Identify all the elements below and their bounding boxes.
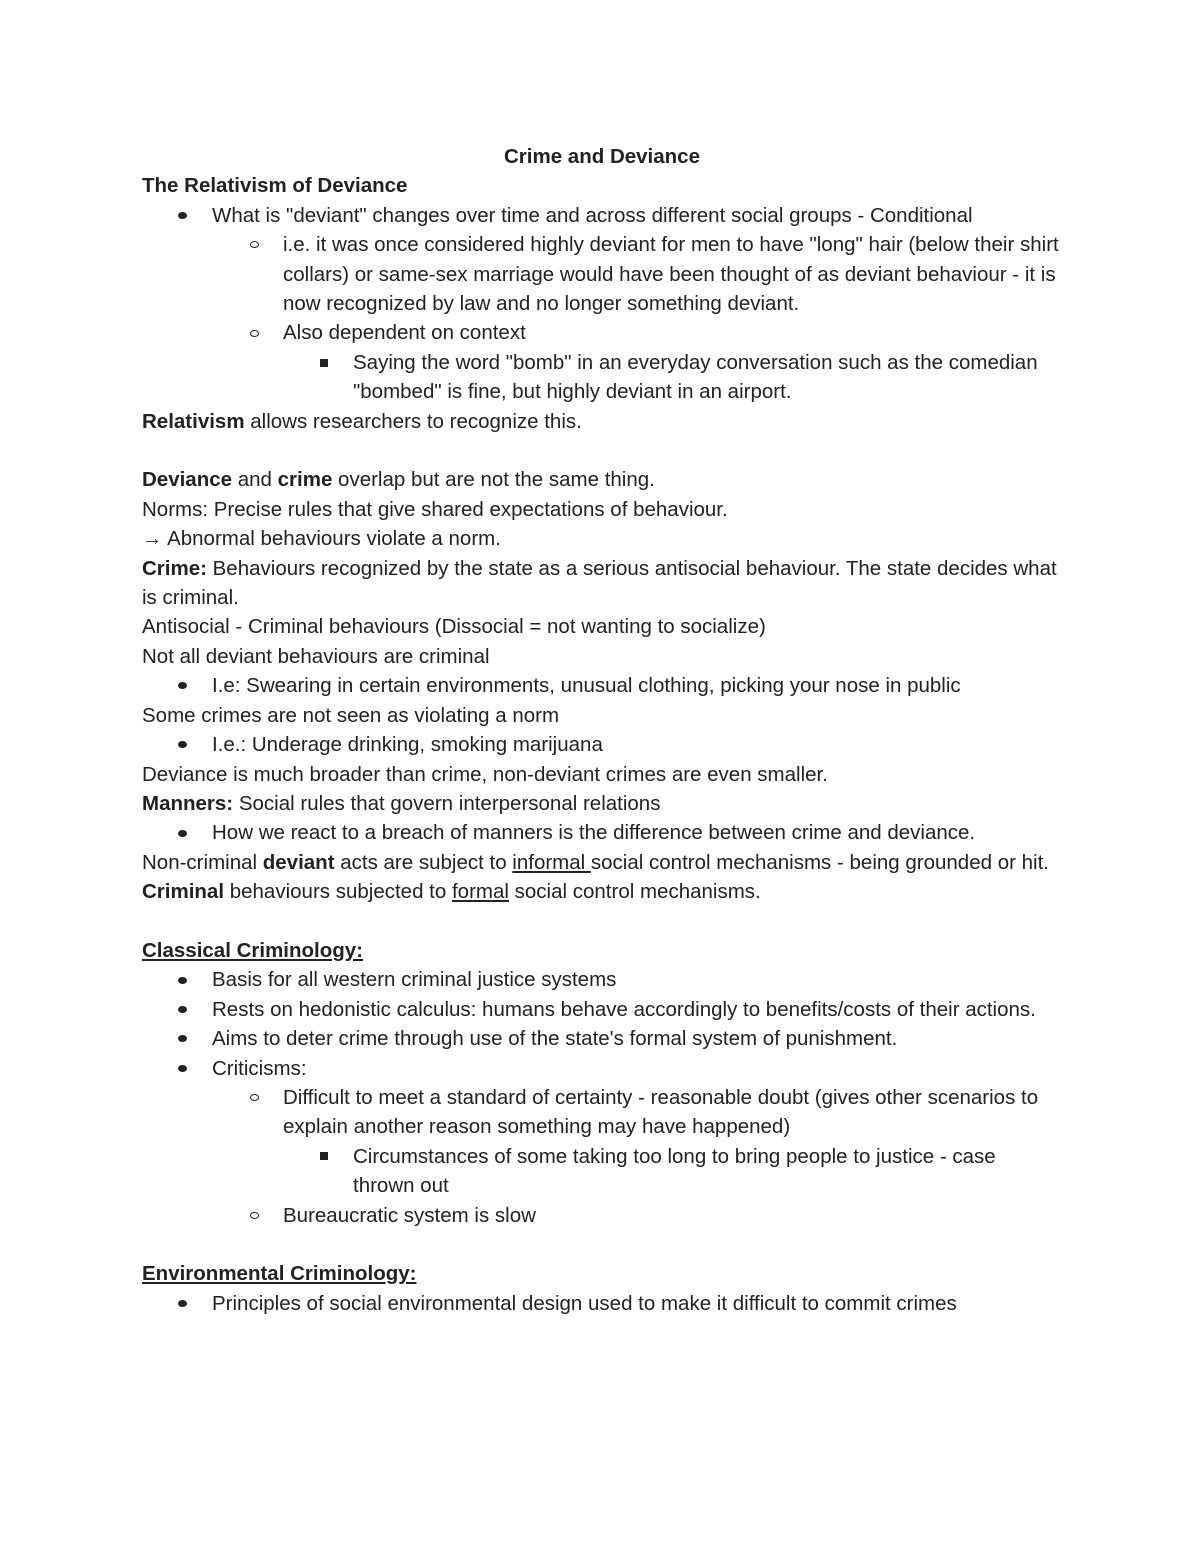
list-item-text: Saying the word "bomb" in an everyday conversation such as the comedian "bombed" is fine, but highly deviant in an airport.: [353, 350, 1038, 404]
paragraph-text: social control mechanisms - being grounded or hit.: [590, 850, 1049, 874]
bullet-dot-icon: [178, 965, 187, 994]
paragraph-text: Non-criminal: [142, 850, 263, 874]
list-item: [142, 818, 1062, 847]
paragraph-text: and: [232, 468, 278, 492]
paragraph-broader: Deviance is much broader than crime, non-deviant crimes are even smaller.: [142, 762, 828, 786]
term-criminal: Criminal: [142, 880, 225, 904]
bullet-dot-icon: [178, 1054, 187, 1083]
list-item-text: Also dependent on context: [283, 321, 526, 345]
document-page: [142, 142, 1062, 1318]
term-crime-label: Crime:: [142, 556, 207, 580]
list-item: [142, 1024, 1062, 1053]
list-item-text: Aims to deter crime through use of the state's formal system of punishment.: [212, 1027, 898, 1051]
paragraph-noncriminal: [142, 848, 1062, 877]
paragraph-text: behaviours subjected to: [224, 880, 452, 904]
paragraph-deviance-crime: [142, 465, 1062, 494]
term-crime: crime: [277, 468, 333, 492]
paragraph-relativism: [142, 407, 1062, 436]
list-item-text: Basis for all western criminal justice systems: [212, 968, 617, 992]
section-heading-classical: Classical Criminology:: [142, 938, 364, 962]
bullet-dot-icon: [178, 1289, 187, 1318]
list-item: [142, 1054, 1062, 1083]
bullet-dot-icon: [178, 730, 187, 759]
list-item-text: Criticisms:: [212, 1056, 307, 1080]
paragraph-crime-definition: [142, 554, 1062, 613]
list-item: [142, 1201, 1062, 1230]
list-item-text: Difficult to meet a standard of certainty - reasonable doubt (gives other scenarios to explain another reason something may have happened): [283, 1085, 1039, 1139]
bullet-circle-icon: [250, 318, 259, 347]
bullet-circle-icon: [250, 1201, 259, 1230]
list-item-text: Rests on hedonistic calculus: humans behave accordingly to benefits/costs of their actions.: [212, 997, 1036, 1021]
bullet-dot-icon: [178, 818, 187, 847]
section-heading-environmental: Environmental Criminology:: [142, 1262, 417, 1286]
list-item-text: i.e. it was once considered highly deviant for men to have "long" hair (below their shirt collars) or same-sex marriage would have been thought of as deviant behaviour - it is now recognized by law and no longer something deviant.: [283, 233, 1059, 316]
list-item-text: What is "deviant" changes over time and across different social groups - Conditional: [212, 203, 973, 227]
paragraph-text: Behaviours recognized by the state as a serious antisocial behaviour. The state decides what is criminal.: [142, 556, 1057, 610]
list-item: [142, 318, 1062, 347]
list-item-text: How we react to a breach of manners is the difference between crime and deviance.: [212, 821, 976, 845]
bullet-square-icon: [320, 1142, 328, 1171]
term-deviance: Deviance: [142, 468, 233, 492]
list-item-text: Bureaucratic system is slow: [283, 1203, 536, 1227]
bullet-dot-icon: [178, 671, 187, 700]
list-item-text: Circumstances of some taking too long to bring people to justice - case thrown out: [353, 1144, 996, 1198]
term-relativism: Relativism: [142, 409, 245, 433]
term-informal: informal: [512, 850, 591, 874]
paragraph-not-all: Not all deviant behaviours are criminal: [142, 644, 490, 668]
paragraph-some-crimes: Some crimes are not seen as violating a norm: [142, 703, 560, 727]
list-item: [142, 730, 1062, 759]
term-formal: formal: [451, 880, 509, 904]
blank-line: [142, 1230, 1062, 1259]
list-item: [142, 965, 1062, 994]
blank-line: [142, 436, 1062, 465]
section-heading-relativism: The Relativism of Deviance: [142, 174, 408, 198]
document-title: Crime and Deviance: [504, 145, 700, 168]
bullet-dot-icon: [178, 1024, 187, 1053]
list-item: [142, 230, 1062, 318]
list-item-text: Principles of social environmental design used to make it difficult to commit crimes: [212, 1291, 957, 1315]
list-item: [142, 995, 1062, 1024]
paragraph-norms: Norms: Precise rules that give shared expectations of behaviour.: [142, 497, 728, 521]
paragraph-criminal: [142, 877, 1062, 906]
list-item: [142, 1083, 1062, 1142]
list-item-text: I.e: Swearing in certain environments, unusual clothing, picking your nose in public: [212, 674, 961, 698]
list-item: [142, 201, 1062, 230]
bullet-circle-icon: [250, 1083, 259, 1112]
paragraph-text: Social rules that govern interpersonal relations: [233, 791, 661, 815]
term-manners: Manners:: [142, 791, 234, 815]
paragraph-text: allows researchers to recognize this.: [244, 409, 582, 433]
list-item: [142, 1289, 1062, 1318]
bullet-circle-icon: [250, 230, 259, 259]
paragraph-manners: [142, 789, 1062, 818]
bullet-dot-icon: [178, 995, 187, 1024]
paragraph-abnormal: → Abnormal behaviours violate a norm.: [142, 527, 501, 551]
bullet-dot-icon: [178, 201, 187, 230]
paragraph-text: overlap but are not the same thing.: [332, 468, 655, 492]
list-item-text: I.e.: Underage drinking, smoking marijuana: [212, 733, 603, 757]
term-deviant: deviant: [262, 850, 335, 874]
paragraph-text: acts are subject to: [334, 850, 513, 874]
list-item: [142, 671, 1062, 700]
paragraph-antisocial: Antisocial - Criminal behaviours (Dissocial = not wanting to socialize): [142, 615, 766, 639]
bullet-square-icon: [320, 348, 328, 377]
list-item: [142, 348, 1062, 407]
paragraph-text: social control mechanisms.: [508, 880, 761, 904]
list-item: [142, 1142, 1062, 1201]
blank-line: [142, 907, 1062, 936]
